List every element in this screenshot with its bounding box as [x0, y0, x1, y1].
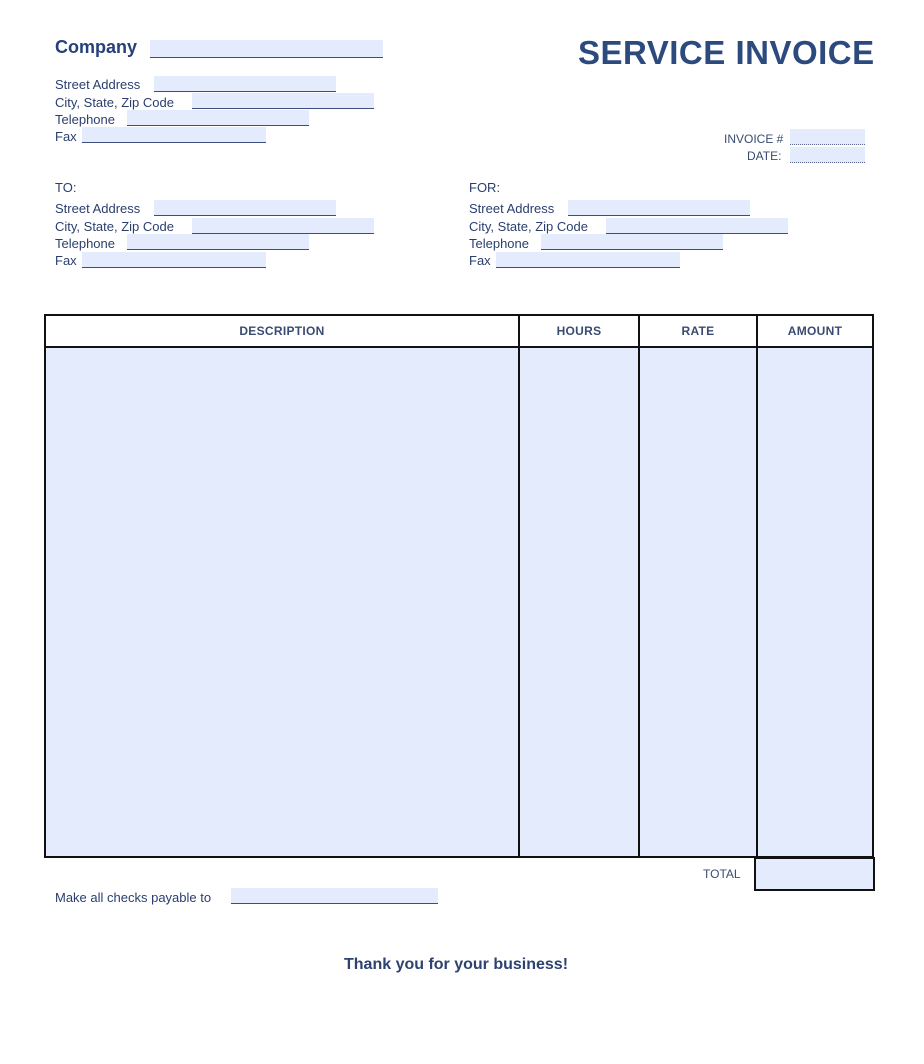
amount-cell[interactable]: [758, 348, 872, 856]
to-street-field[interactable]: [154, 200, 336, 216]
sender-street-field[interactable]: [154, 76, 336, 92]
company-name-field[interactable]: [150, 40, 383, 58]
date-label: DATE:: [747, 149, 782, 163]
thank-you-message: Thank you for your business!: [344, 956, 569, 973]
invoice-title: SERVICE INVOICE: [578, 34, 875, 71]
amount-header: AMOUNT: [758, 316, 872, 348]
for-heading: FOR:: [469, 180, 501, 195]
sender-telephone-label: Telephone: [55, 112, 115, 127]
description-cell[interactable]: [46, 348, 518, 856]
to-telephone-label: Telephone: [55, 236, 115, 251]
hours-column: [518, 316, 638, 856]
to-telephone-field[interactable]: [127, 234, 309, 250]
sender-fax-field[interactable]: [82, 127, 266, 143]
line-items-table: [44, 314, 874, 858]
sender-telephone-field[interactable]: [127, 110, 309, 126]
for-fax-field[interactable]: [496, 252, 680, 268]
sender-city-label: City, State, Zip Code: [55, 95, 174, 110]
for-city-label: City, State, Zip Code: [469, 219, 588, 234]
total-label: TOTAL: [703, 867, 741, 881]
hours-header: HOURS: [520, 316, 638, 348]
to-fax-label: Fax: [55, 253, 77, 268]
payable-to-field[interactable]: [231, 888, 438, 904]
description-header: DESCRIPTION: [46, 316, 518, 348]
sender-street-label: Street Address: [55, 77, 141, 92]
to-street-label: Street Address: [55, 201, 141, 216]
sender-city-field[interactable]: [192, 93, 374, 109]
description-column: [46, 316, 518, 856]
to-city-label: City, State, Zip Code: [55, 219, 174, 234]
rate-cell[interactable]: [640, 348, 756, 856]
date-field[interactable]: [790, 147, 865, 163]
total-field[interactable]: [754, 857, 875, 891]
for-city-field[interactable]: [606, 218, 788, 234]
sender-fax-label: Fax: [55, 129, 77, 144]
rate-header: RATE: [640, 316, 756, 348]
for-street-label: Street Address: [469, 201, 555, 216]
amount-column: [756, 316, 872, 856]
hours-cell[interactable]: [520, 348, 638, 856]
to-fax-field[interactable]: [82, 252, 266, 268]
company-label: Company: [55, 37, 138, 57]
for-street-field[interactable]: [568, 200, 750, 216]
to-city-field[interactable]: [192, 218, 374, 234]
rate-column: [638, 316, 756, 856]
to-heading: TO:: [55, 180, 77, 195]
for-telephone-field[interactable]: [541, 234, 723, 250]
for-fax-label: Fax: [469, 253, 491, 268]
payable-label: Make all checks payable to: [55, 890, 212, 905]
invoice-number-label: INVOICE #: [724, 132, 784, 146]
invoice-number-field[interactable]: [790, 129, 865, 145]
for-telephone-label: Telephone: [469, 236, 529, 251]
